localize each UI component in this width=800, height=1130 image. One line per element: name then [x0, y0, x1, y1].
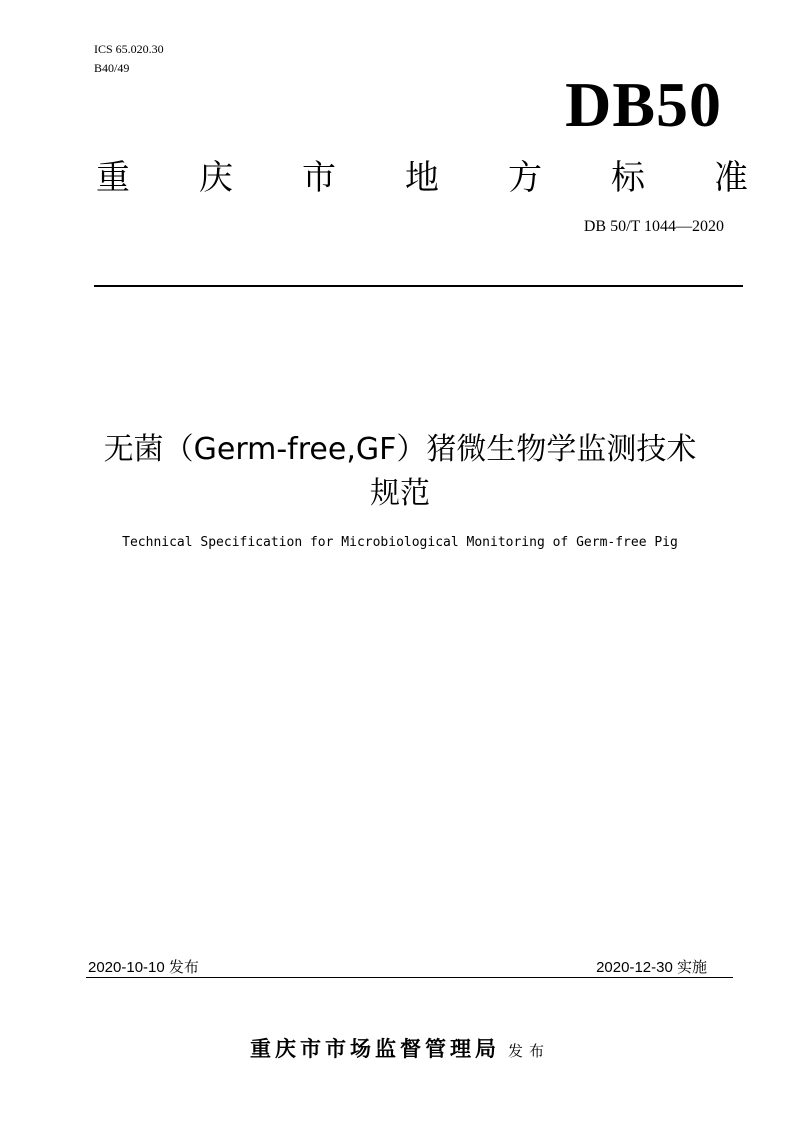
db50-logo: DB50 — [565, 69, 722, 140]
publisher-line — [0, 1033, 800, 1063]
ccs-code: B40/49 — [94, 61, 130, 75]
standard-type-char: 准 — [714, 158, 748, 198]
standard-type-heading — [96, 158, 748, 198]
publisher-name: 重庆市市场监督管理局 — [249, 1037, 500, 1061]
header-divider — [94, 285, 743, 287]
standard-number: DB 50/T 1044—2020 — [583, 218, 724, 235]
standard-type-char: 庆 — [199, 158, 233, 198]
footer-divider — [86, 977, 733, 978]
standard-type-char: 方 — [508, 158, 542, 198]
standard-type-char: 标 — [611, 158, 645, 198]
document-title-line1: 无菌（Germ-free,GF）猪微生物学监测技术 — [103, 432, 697, 467]
standard-type-char: 市 — [302, 158, 336, 198]
publisher-suffix: 发布 — [507, 1042, 550, 1060]
standard-type-char: 重 — [96, 158, 130, 198]
document-title-line2: 规范 — [370, 476, 430, 511]
document-title-english: Technical Specification for Microbiological Monitoring of Germ-free Pig — [122, 535, 678, 550]
implementation-date: 2020-12-30 实施 — [596, 959, 707, 976]
document-title — [0, 428, 800, 516]
standard-type-char: 地 — [405, 158, 439, 198]
ics-code: ICS 65.020.30 — [94, 42, 164, 56]
issue-date: 2020-10-10 发布 — [88, 959, 199, 976]
